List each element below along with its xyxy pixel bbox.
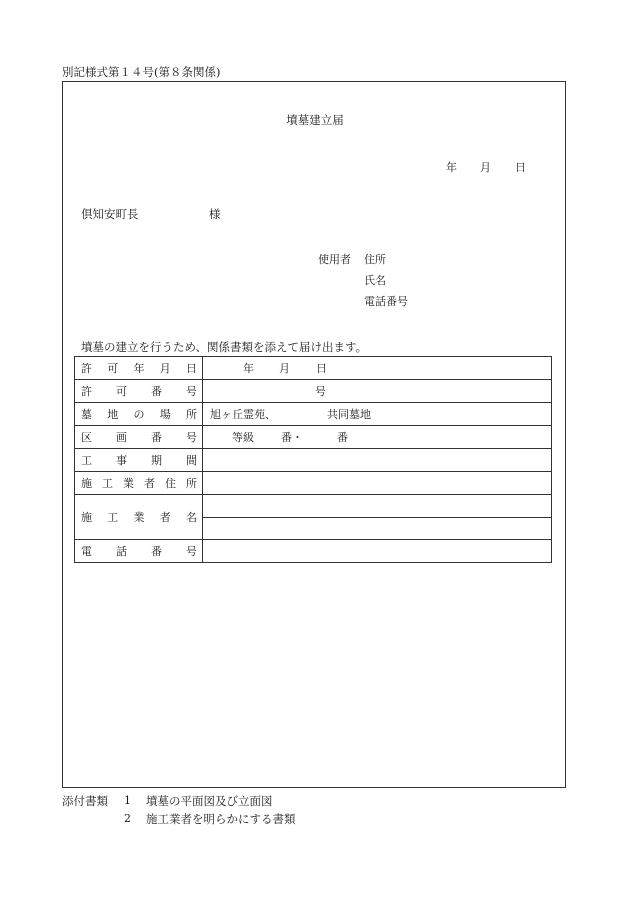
date-year-label: 年	[446, 161, 457, 174]
form-reference: 別記様式第１４号(第８条関係)	[62, 65, 221, 79]
permit-date-day: 日	[316, 362, 327, 375]
applicant-label: 使用者	[318, 253, 351, 266]
table-row	[75, 495, 552, 540]
cemetery-name-1: 旭ヶ丘霊苑、	[210, 408, 276, 421]
table-row	[75, 380, 552, 403]
applicant-phone-label: 電話番号	[364, 295, 408, 308]
applicant-name-label: 氏名	[364, 274, 386, 287]
table-row	[75, 357, 552, 380]
addressee-suffix: 様	[209, 207, 221, 221]
attachments-label: 添付書類	[62, 794, 108, 808]
form-title: 墳墓建立届	[286, 113, 344, 127]
permit-number-suffix: 号	[315, 385, 326, 398]
plot-ban-label-2: 番	[337, 431, 348, 444]
table-row	[75, 426, 552, 449]
permit-date-month: 月	[279, 362, 290, 375]
construction-period-field[interactable]	[203, 449, 552, 472]
attachment-item: 施工業者を明らかにする書類	[146, 812, 296, 826]
contractor-address-label: 施工業者住所	[75, 472, 203, 495]
intro-statement: 墳墓の建立を行うため、関係書類を添えて届け出ます。	[81, 340, 368, 354]
permit-number-field[interactable]	[203, 380, 552, 403]
contractor-name-field[interactable]	[203, 495, 552, 540]
table-row	[75, 540, 552, 563]
table-row	[75, 449, 552, 472]
addressee-name: 倶知安町長	[81, 207, 139, 221]
permit-date-label: 許可年月日	[75, 357, 203, 380]
attachment-item: 墳墓の平面図及び立面図	[146, 794, 273, 808]
construction-period-label: 工事期間	[75, 449, 203, 472]
phone-number-label: 電話番号	[75, 540, 203, 563]
permit-date-field[interactable]	[203, 357, 552, 380]
date-month-label: 月	[480, 161, 491, 174]
details-table	[74, 356, 552, 563]
attachment-number: 1	[124, 794, 131, 807]
plot-ban-label-1: 番・	[281, 431, 303, 444]
cemetery-location-field[interactable]	[203, 403, 552, 426]
plot-grade-label: 等級	[232, 431, 254, 444]
plot-number-label: 区画番号	[75, 426, 203, 449]
contractor-address-field[interactable]	[203, 472, 552, 495]
attachment-number: 2	[124, 812, 131, 825]
plot-number-field[interactable]	[203, 426, 552, 449]
permit-date-year: 年	[243, 362, 254, 375]
contractor-name-label: 施工業者名	[75, 495, 203, 540]
cemetery-name-2: 共同墓地	[327, 408, 371, 421]
applicant-address-label: 住所	[364, 253, 386, 266]
table-row	[75, 403, 552, 426]
permit-number-label: 許可番号	[75, 380, 203, 403]
date-day-label: 日	[515, 161, 526, 174]
phone-number-field[interactable]	[203, 540, 552, 563]
table-row	[75, 472, 552, 495]
cemetery-location-label: 墓地の場所	[75, 403, 203, 426]
contractor-name-divider	[203, 517, 551, 518]
